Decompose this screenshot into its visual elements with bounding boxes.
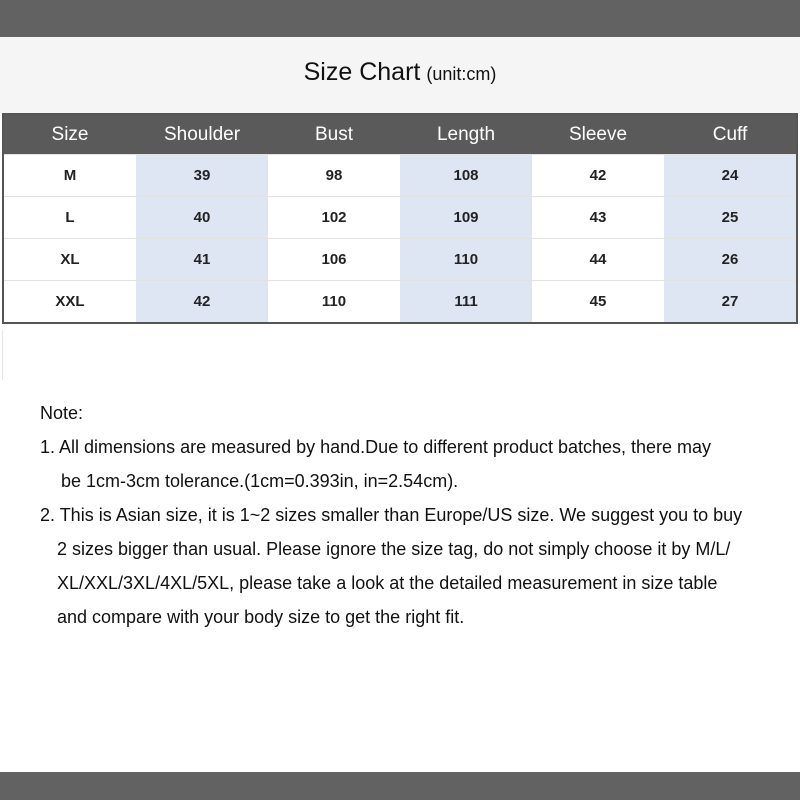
shoulder-cell: 40 (136, 197, 268, 238)
note-line: 2. This is Asian size, it is 1~2 sizes smaller than Europe/US size. We suggest you to buy (40, 505, 743, 525)
length-cell: 110 (400, 239, 532, 280)
bust-cell: 106 (321, 251, 347, 268)
table-header-row (4, 115, 796, 154)
length-cell: 111 (400, 281, 532, 322)
title-unit: (unit:cm) (426, 64, 497, 84)
header-size: Size (51, 123, 89, 145)
header-shoulder: Shoulder (163, 123, 241, 145)
divider (2, 330, 3, 380)
table-row (4, 238, 796, 280)
top-bar (0, 0, 800, 37)
note-line: XL/XXL/3XL/4XL/5XL, please take a look at the detailed measurement in size table (57, 573, 718, 593)
header-sleeve: Sleeve (568, 123, 628, 145)
size-table (2, 113, 798, 324)
bust-cell: 98 (325, 167, 343, 184)
sleeve-cell: 42 (589, 167, 607, 184)
size-cell: M (63, 167, 77, 184)
header-length: Length (436, 123, 496, 145)
table-row (4, 280, 796, 322)
note-line: 2 sizes bigger than usual. Please ignore the size tag, do not simply choose it by M/L/ (57, 539, 731, 559)
header-cuff: Cuff (712, 123, 748, 145)
header-bust: Bust (314, 123, 354, 145)
note-line: and compare with your body size to get the right fit. (57, 607, 465, 627)
cuff-cell: 26 (664, 239, 796, 280)
bust-cell: 102 (321, 209, 347, 226)
table-row (4, 196, 796, 238)
cuff-cell: 25 (664, 197, 796, 238)
bust-cell: 110 (321, 293, 347, 310)
shoulder-cell: 41 (136, 239, 268, 280)
cuff-cell: 27 (664, 281, 796, 322)
notes-heading: Note: (40, 403, 84, 423)
sleeve-cell: 43 (589, 209, 607, 226)
length-cell: 108 (400, 155, 532, 196)
shoulder-cell: 42 (136, 281, 268, 322)
size-cell: XXL (55, 293, 85, 310)
shoulder-cell: 39 (136, 155, 268, 196)
length-cell: 109 (400, 197, 532, 238)
sleeve-cell: 45 (589, 293, 607, 310)
note-line: 1. All dimensions are measured by hand.Due to different product batches, there may (40, 437, 712, 457)
notes-section (40, 396, 785, 634)
table-row (4, 154, 796, 196)
note-line: be 1cm-3cm tolerance.(1cm=0.393in, in=2.54cm). (61, 471, 459, 491)
bottom-bar (0, 772, 800, 800)
size-cell: XL (60, 251, 80, 268)
cuff-cell: 24 (664, 155, 796, 196)
size-cell: L (65, 209, 75, 226)
title-text: Size Chart (303, 58, 421, 86)
sleeve-cell: 44 (589, 251, 607, 268)
page-title (0, 58, 800, 87)
